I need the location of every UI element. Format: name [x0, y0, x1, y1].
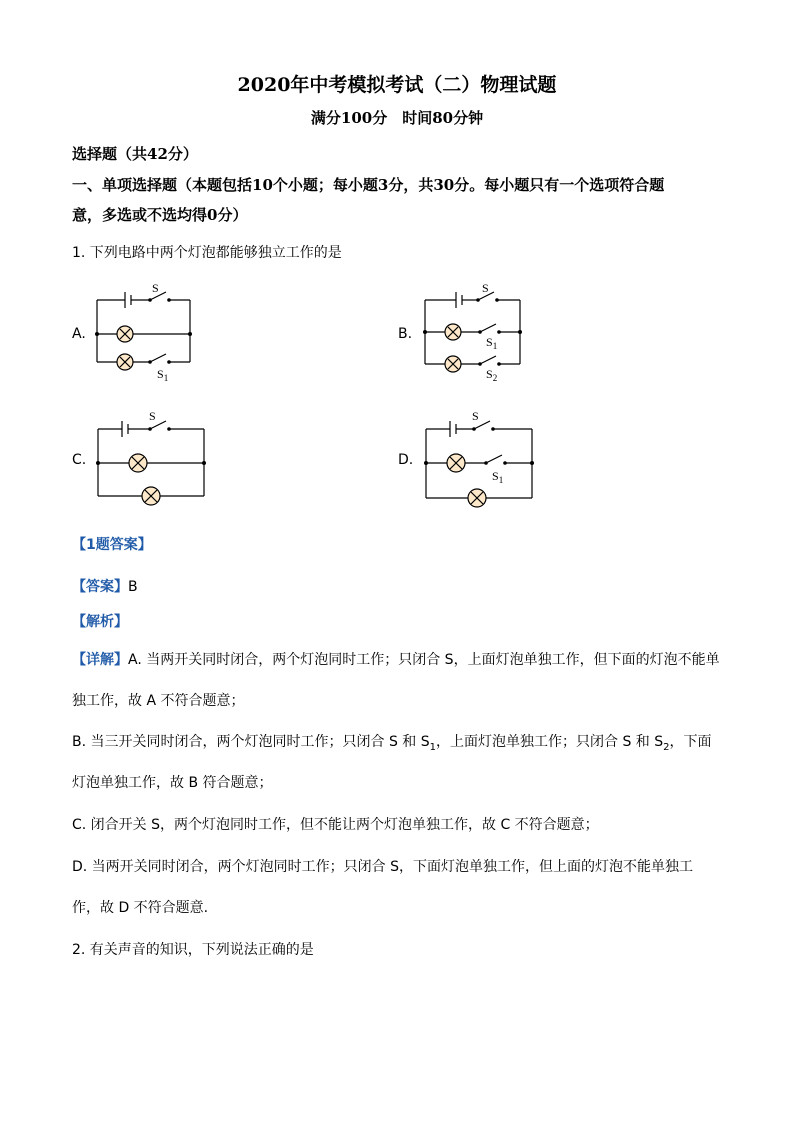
option-a-label: A.: [72, 326, 86, 342]
detail-d-line2: 作，故 D 不符合题意.: [72, 900, 209, 916]
detail-a-line2: 独工作，故 A 不符合题意；: [72, 693, 245, 709]
switch-s1-label: $S_1$: [486, 335, 498, 351]
switch-s-label: S: [482, 281, 489, 295]
option-c-label: C.: [72, 452, 87, 468]
part-instructions-line2: 意，多选或不选均得0分）: [72, 206, 248, 224]
switch-s2-label: $S_2$: [486, 367, 498, 383]
page-subtitle: 满分100分 时间80分钟: [310, 109, 484, 127]
circuit-diagram-b: [418, 280, 528, 390]
detail-d-line1: D. 当两开关同时闭合，两个灯泡同时工作；只闭合 S，下面灯泡单独工作，但上面的灯泡不能单独工: [72, 859, 694, 875]
question-2-stem: 2. 有关声音的知识，下列说法正确的是: [72, 942, 314, 958]
circuit-diagram-a: [90, 280, 200, 390]
detail-a-line1: 【详解】A. 当两开关同时闭合，两个灯泡同时工作；只闭合 S，上面灯泡单独工作，但下面的灯泡不能单: [72, 652, 720, 668]
part-instructions-line1: 一、单项选择题（本题包括10个小题；每小题3分，共30分。每小题只有一个选项符合题: [72, 176, 665, 194]
answer-label: 【答案】: [72, 579, 128, 595]
page-title: 2020年中考模拟考试（二）物理试题: [237, 74, 557, 96]
switch-s1-label: $S_1$: [157, 367, 169, 383]
option-b-label: B.: [398, 326, 413, 342]
switch-s-label: S: [149, 409, 156, 423]
detail-b-line1: B. 当三开关同时闭合，两个灯泡同时工作；只闭合 S 和 $S_1$，上面灯泡单独工作；只闭合 S 和 $S_2$，下面: [72, 734, 712, 753]
circuit-diagram-d: [420, 406, 540, 516]
answer-value: B: [128, 579, 138, 595]
switch-s1-label: $S_1$: [492, 469, 504, 485]
answer-block-tag: 【1题答案】: [72, 537, 152, 553]
circuit-diagram-c: [92, 406, 212, 506]
switch-s-label: S: [472, 409, 479, 423]
detail-b-line2: 灯泡单独工作，故 B 符合题意；: [72, 775, 273, 791]
option-d-label: D.: [398, 452, 414, 468]
detail-c-line: C. 闭合开关 S，两个灯泡同时工作，但不能让两个灯泡单独工作，故 C 不符合题意；: [72, 817, 599, 833]
section-heading: 选择题（共42分）: [72, 145, 198, 163]
question-1-stem: 1. 下列电路中两个灯泡都能够独立工作的是: [72, 245, 342, 261]
detail-label: 【详解】: [72, 652, 128, 668]
switch-s-label: S: [152, 281, 159, 295]
analysis-label: 【解析】: [72, 614, 128, 630]
answer-line: [72, 576, 138, 596]
